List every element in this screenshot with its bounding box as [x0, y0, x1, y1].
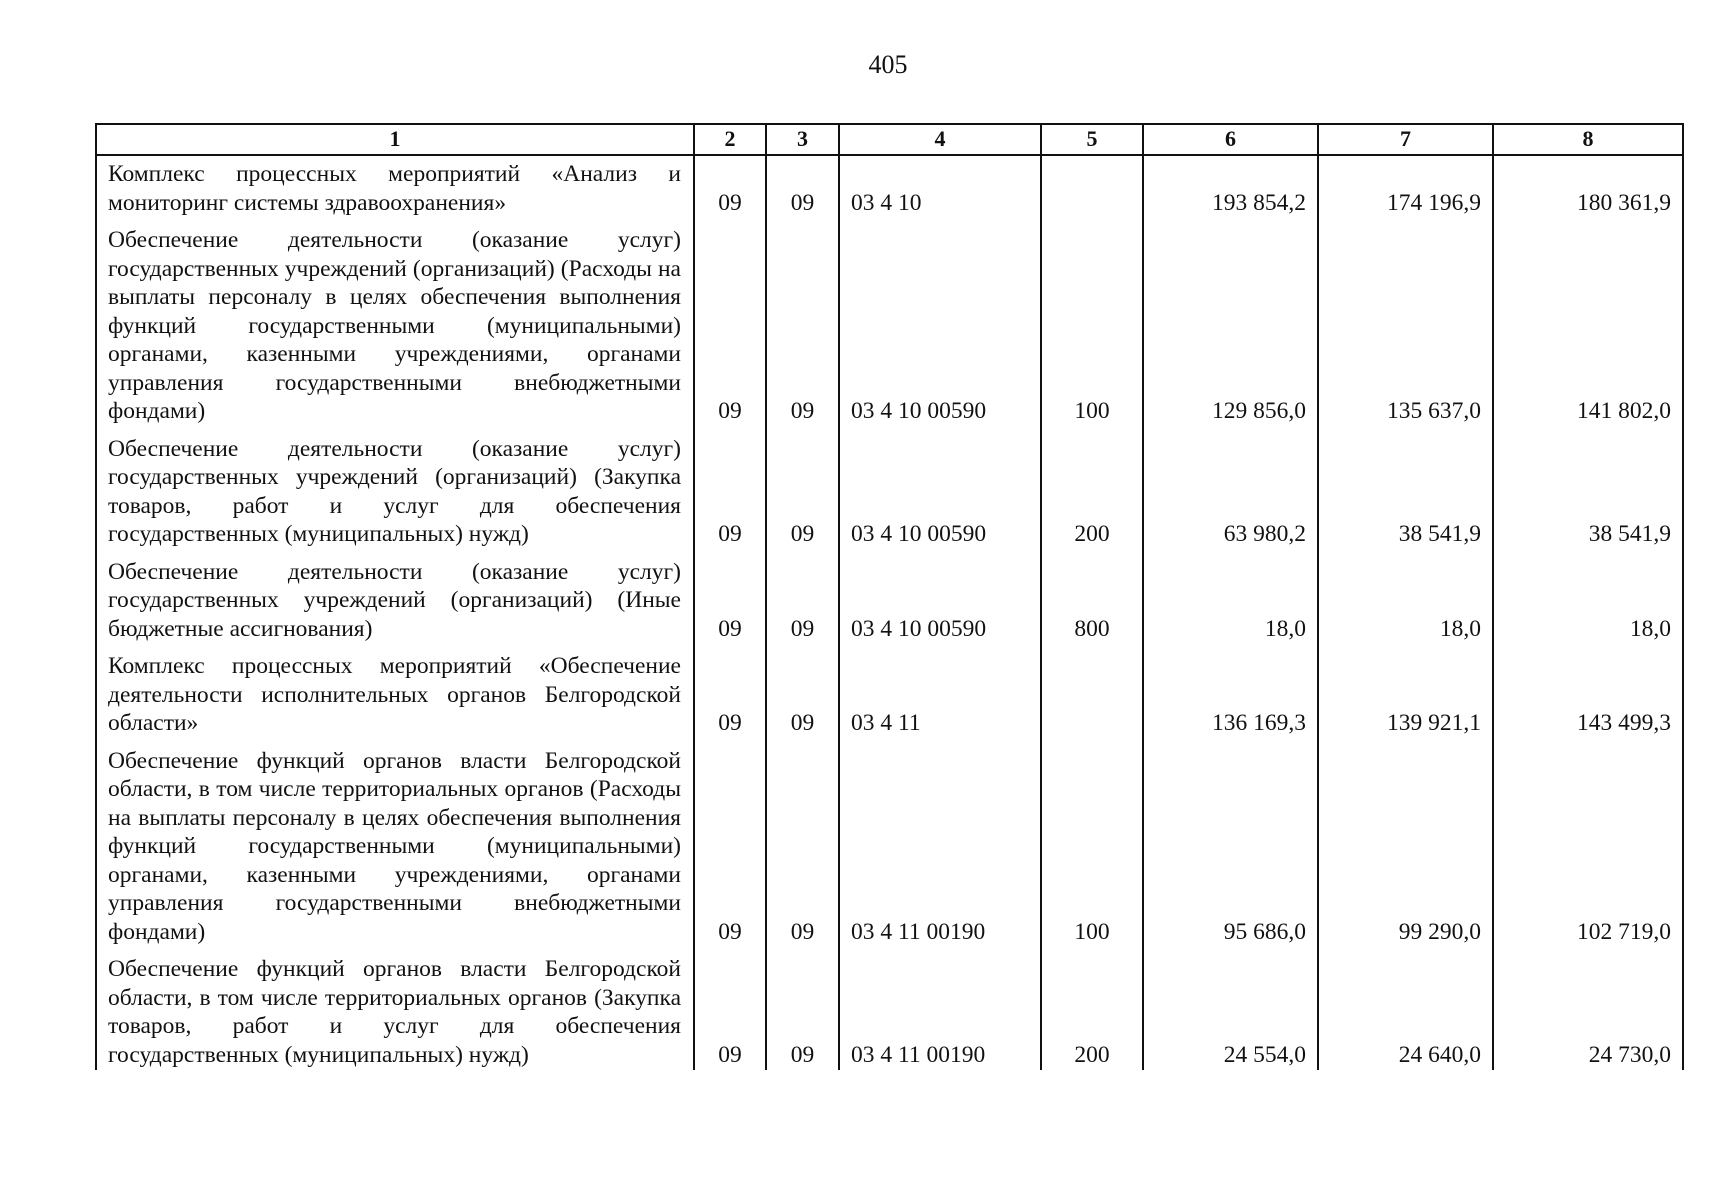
column-header: 1 [96, 124, 694, 155]
row-amount-year3: 18,0 [1493, 550, 1683, 645]
column-header: 8 [1493, 124, 1683, 155]
table-row [96, 644, 1683, 739]
column-header: 7 [1318, 124, 1493, 155]
row-target-article: 03 4 11 00190 [839, 947, 1041, 1070]
row-subsection: 09 [766, 427, 839, 550]
row-name: Комплекс процессных мероприятий «Обеспечение деятельности исполнительных органов Белгородской области» [96, 644, 694, 739]
row-amount-year2: 18,0 [1318, 550, 1493, 645]
table-row [96, 739, 1683, 948]
budget-table [95, 123, 1684, 1070]
row-section: 09 [694, 427, 766, 550]
row-subsection: 09 [766, 947, 839, 1070]
row-expense-type: 200 [1041, 947, 1143, 1070]
row-section: 09 [694, 218, 766, 427]
table-row [96, 550, 1683, 645]
row-amount-year3: 143 499,3 [1493, 644, 1683, 739]
row-amount-year2: 174 196,9 [1318, 155, 1493, 218]
row-target-article: 03 4 10 00590 [839, 218, 1041, 427]
row-section: 09 [694, 155, 766, 218]
row-amount-year1: 95 686,0 [1143, 739, 1318, 948]
row-amount-year1: 193 854,2 [1143, 155, 1318, 218]
row-expense-type: 100 [1041, 739, 1143, 948]
row-name: Обеспечение функций органов власти Белгородской области, в том числе территориальных органов (Закупка товаров, работ и услуг для обеспечения государственных (муниципальных) нужд) [96, 947, 694, 1070]
table-row [96, 155, 1683, 218]
row-name: Обеспечение деятельности (оказание услуг) государственных учреждений (организаций) (Закупка товаров, работ и услуг для обеспечения государственных (муниципальных) нужд) [96, 427, 694, 550]
row-target-article: 03 4 11 00190 [839, 739, 1041, 948]
row-amount-year2: 139 921,1 [1318, 644, 1493, 739]
column-header: 3 [766, 124, 839, 155]
header-row [96, 124, 1683, 155]
row-subsection: 09 [766, 550, 839, 645]
row-target-article: 03 4 10 00590 [839, 427, 1041, 550]
table-row [96, 947, 1683, 1070]
row-name: Комплекс процессных мероприятий «Анализ и мониторинг системы здравоохранения» [96, 155, 694, 218]
column-header: 5 [1041, 124, 1143, 155]
row-amount-year2: 38 541,9 [1318, 427, 1493, 550]
row-amount-year2: 99 290,0 [1318, 739, 1493, 948]
row-subsection: 09 [766, 218, 839, 427]
row-section: 09 [694, 947, 766, 1070]
row-subsection: 09 [766, 739, 839, 948]
row-name: Обеспечение деятельности (оказание услуг) государственных учреждений (организаций) (Иные бюджетные ассигнования) [96, 550, 694, 645]
row-section: 09 [694, 644, 766, 739]
row-amount-year1: 24 554,0 [1143, 947, 1318, 1070]
row-expense-type: 100 [1041, 218, 1143, 427]
row-amount-year1: 63 980,2 [1143, 427, 1318, 550]
column-header: 2 [694, 124, 766, 155]
row-section: 09 [694, 550, 766, 645]
row-amount-year1: 129 856,0 [1143, 218, 1318, 427]
row-expense-type [1041, 155, 1143, 218]
row-amount-year3: 180 361,9 [1493, 155, 1683, 218]
row-subsection: 09 [766, 644, 839, 739]
row-name: Обеспечение деятельности (оказание услуг) государственных учреждений (организаций) (Расходы на выплаты персоналу в целях обеспечения выполнения функций государственными (муниципальными) органами, казенными учреждениями, органами управления государственными внебюджетными фондами) [96, 218, 694, 427]
row-expense-type: 200 [1041, 427, 1143, 550]
row-amount-year1: 136 169,3 [1143, 644, 1318, 739]
row-section: 09 [694, 739, 766, 948]
row-amount-year3: 24 730,0 [1493, 947, 1683, 1070]
row-amount-year3: 102 719,0 [1493, 739, 1683, 948]
row-amount-year1: 18,0 [1143, 550, 1318, 645]
row-amount-year3: 38 541,9 [1493, 427, 1683, 550]
row-amount-year2: 135 637,0 [1318, 218, 1493, 427]
table-row [96, 427, 1683, 550]
row-subsection: 09 [766, 155, 839, 218]
row-name: Обеспечение функций органов власти Белгородской области, в том числе территориальных органов (Расходы на выплаты персоналу в целях обеспечения выполнения функций государственными (муниципальными) органами, казенными учреждениями, органами управления государственными внебюджетными фондами) [96, 739, 694, 948]
row-target-article: 03 4 11 [839, 644, 1041, 739]
row-target-article: 03 4 10 00590 [839, 550, 1041, 645]
table-row [96, 218, 1683, 427]
row-amount-year3: 141 802,0 [1493, 218, 1683, 427]
row-target-article: 03 4 10 [839, 155, 1041, 218]
page-number: 405 [868, 50, 908, 79]
row-expense-type: 800 [1041, 550, 1143, 645]
row-expense-type [1041, 644, 1143, 739]
row-amount-year2: 24 640,0 [1318, 947, 1493, 1070]
column-header: 4 [839, 124, 1041, 155]
column-header: 6 [1143, 124, 1318, 155]
